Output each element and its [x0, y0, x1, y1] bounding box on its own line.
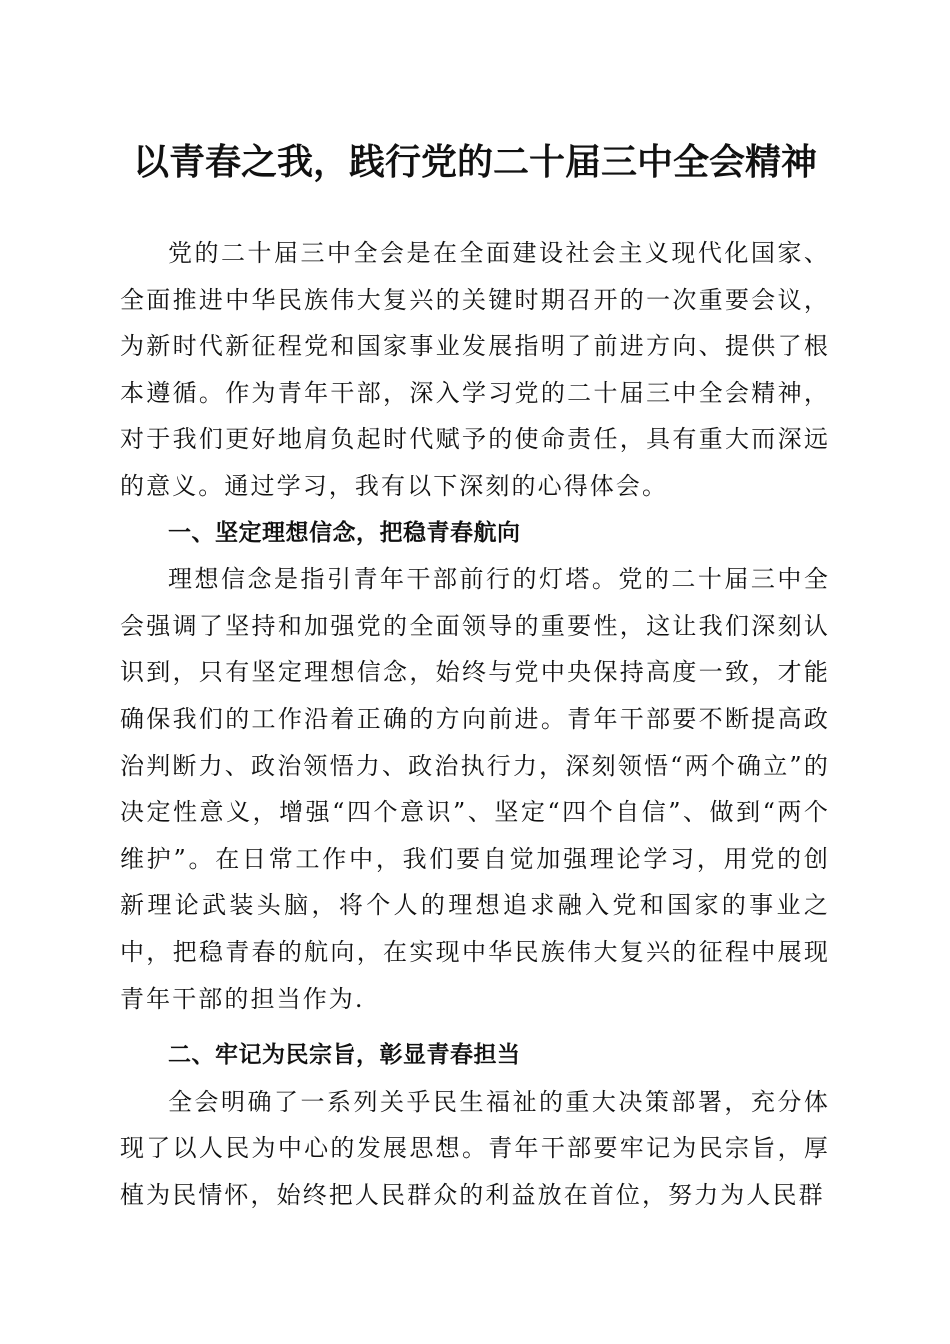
section-2-paragraph: 全会明确了一系列关乎民生福祉的重大决策部署，充分体现了以人民为中心的发展思想。青年干部要牢记为民宗旨，厚植为民情怀，始终把人民群众的利益放在首位，努力为人民群: [120, 1087, 830, 1209]
section-1-paragraph: 理想信念是指引青年干部前行的灯塔。党的二十届三中全会强调了坚持和加强党的全面领导的重要性，这让我们深刻认识到，只有坚定理想信念，始终与党中央保持高度一致，才能确保我们的工作沿着正确的方向前进。青年干部要不断提高政治判断力、政治领悟力、政治执行力，深刻领悟“两个确立”的决定性意义，增强“四个意识”、坚定“四个自信”、做到“两个维护”。在日常工作中，我们要自觉加强理论学习，用党的创新理论武装头脑，将个人的理想追求融入党和国家的事业之中，把稳青春的航向，在实现中华民族伟大复兴的征程中展现青年干部的担当作为.: [120, 565, 830, 1013]
document-title: 以青春之我，践行党的二十届三中全会精神: [132, 141, 817, 183]
intro-paragraph: 党的二十届三中全会是在全面建设社会主义现代化国家、全面推进中华民族伟大复兴的关键时期召开的一次重要会议，为新时代新征程党和国家事业发展指明了前进方向、提供了根本遵循。作为青年干部，深入学习党的二十届三中全会精神，对于我们更好地肩负起时代赋予的使命责任，具有重大而深远的意义。通过学习，我有以下深刻的心得体会。: [120, 239, 830, 500]
section-2-heading: 二、牢记为民宗旨，彰显青春担当: [168, 1042, 521, 1069]
section-1-heading: 一、坚定理想信念，把稳青春航向: [168, 519, 521, 546]
document-body: [120, 230, 830, 1218]
